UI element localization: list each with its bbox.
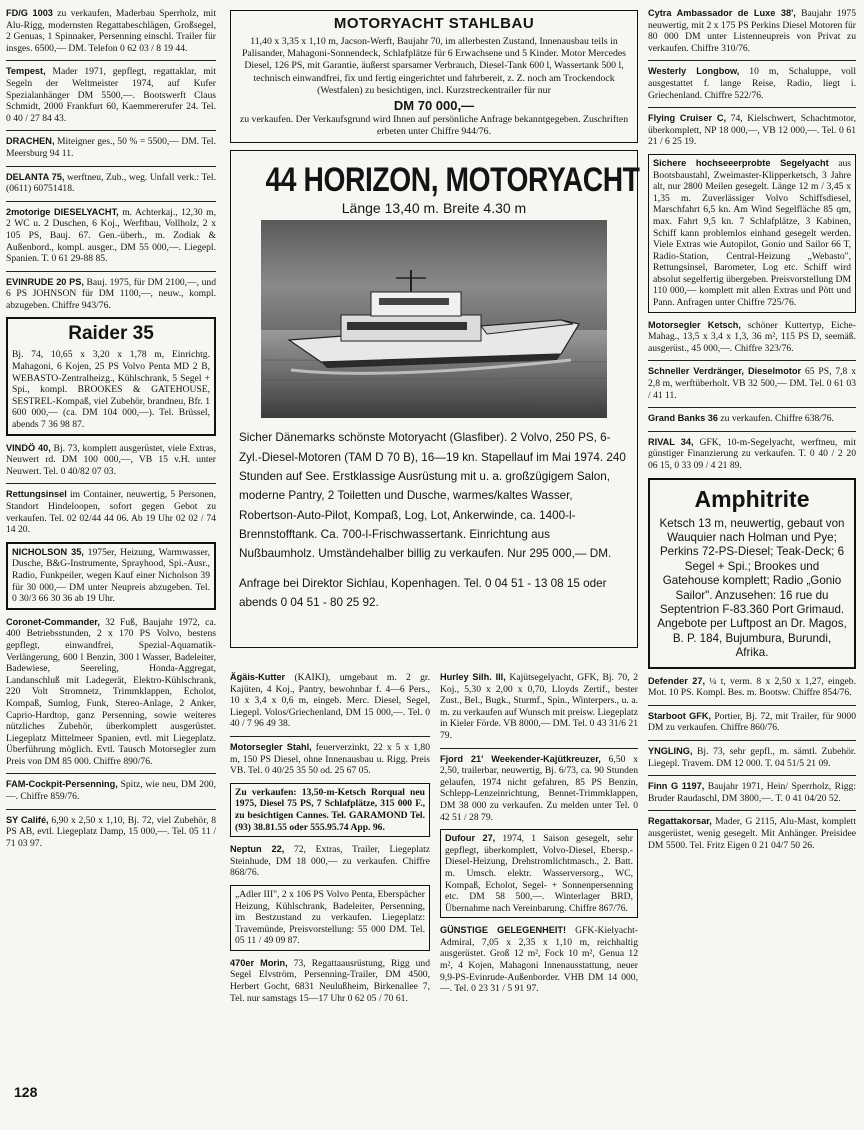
ad-text: 73, Regattaausrüstung, Rigg und Segel Elvström, Persenning-Trailer, DM 4500, Herbert Gocht, 6831 Neulußheim, Birkenallee 7, Tel. nur samstags 15—17 Uhr 0 62 05 / 70 61.	[230, 957, 430, 1004]
classified-ad	[6, 66, 216, 124]
divider	[648, 431, 856, 432]
stahlbau-body: 11,40 x 3,35 x 1,10 m, Jacson-Werft, Baujahr 70, im allerbesten Zustand, Innenausbau teils in Palisander, Mahagoni-Sonnendeck, Schlafplätze für 6 Erwachsene und 5 Kinder. Motor Mercedes Diesel, 126 PS, mit Garantie, äußerst sparsamer Verbrauch, Diesel-Tank 600 l, Wassertank 500 l, technisch einwandfrei, fix und fertig eingerichtet und fahrbereit, z. Z. noch am Trockendock (Westfalen) zu besichtigen, incl. Kurzstreckentrailer für nur	[241, 36, 626, 96]
ad-heading: DRACHEN,	[6, 136, 55, 147]
nicholson-ad-box	[6, 542, 216, 610]
ad-heading: Flying Cruiser C,	[648, 113, 727, 124]
amphitrite-title: Amphitrite	[694, 485, 810, 512]
stahlbau-title: MOTORYACHT STAHLBAU	[333, 15, 535, 32]
classified-ad	[6, 779, 216, 802]
ad-text: GFK-Kielyacht-Admiral, 7,05 x 2,35 x 1,10 m, reichhaltig ausgerüstet. Groß 12 m², Fock 10 m², Genua 12 m², 4 Kojen, Mahagoni Innenausstattung, neuer 9,9-PS-Evinrude-Außenborder. VHB DM 14 000,—. Tel. 0 23 31 / 5 91 97.	[440, 925, 638, 995]
ad-text: werftneu, Zub., weg. Unfall verk.: Tel. (0611) 60751418.	[6, 171, 216, 195]
ad-heading: Neptun 22,	[230, 844, 285, 855]
ad-text: GFK, 10-m-Segelyacht, werftneu, mit günstiger Finanzierung zu verkaufen. T. 0 40 / 2 20 06 15, 0 33 09 / 4 21 89.	[648, 436, 857, 471]
classified-ad	[12, 547, 210, 605]
ad-text: (KAIKI), umgebaut m. 2 gr. Kajüten, 4 Koj., Pantry, bewohnbar f. 4—6 Pers., 10 x 3,4 x 0,6 m, eingeb. Merc. Diesel, Segel, Liegepl. Volos/Griechenland, DM 15 000,—. Tel. 0 40 / 7 96 49 38.	[230, 672, 430, 730]
ad-text: Spitz, wie neu, DM 200,—. Chiffre 859/76.	[6, 779, 216, 803]
classified-ad	[648, 711, 856, 734]
divider	[6, 166, 216, 167]
column-center	[230, 8, 638, 655]
ad-heading: EVINRUDE 20 PS,	[6, 276, 84, 287]
dufour-ad-box	[440, 829, 638, 918]
column-right	[648, 8, 856, 857]
ad-text: ¼ t, verm. 8 x 2,50 x 1,27, eingeb. Mot. 10 PS. Kompl. Bes. m. Bootsw. Chiffre 854/76.	[648, 675, 857, 699]
stahlbau-footer: zu verkaufen. Der Verkaufsgrund wird Ihnen auf persönliche Anfrage bekanntgegeben. Zuschriften erbeten unter Chiffre 944/76.	[239, 114, 629, 138]
ad-heading: 2motorige DIESELYACHT,	[6, 206, 119, 217]
classified-ad	[648, 320, 856, 355]
ad-heading: VINDÖ 40,	[6, 442, 51, 453]
ad-heading: Defender 27,	[648, 675, 706, 686]
ad-text: Baujahr 1975 neuwertig, mit 2 x 175 PS Perkins Diesel Motoren für 80 000 DM unter Listenneupreis von Privat zu verkaufen. Chiffre 310/76.	[648, 8, 856, 54]
raider-ad-box	[6, 317, 216, 435]
adler-text: „Adler III", 2 x 106 PS Volvo Penta, Eberspächer Heizung, Kühlschrank, Badeleiter, Persenning, im Bestzustand zu verkaufen. Liegeplatz: Travemünde, Preisvorstellung: 55 000 DM. Tel. 05 11 / 49 09 87.	[235, 888, 425, 947]
ad-heading: Rettungsinsel	[6, 489, 67, 500]
divider	[440, 748, 638, 749]
classified-ad	[648, 816, 856, 851]
ad-text: 1974, 1 Saison gesegelt, sehr gepflegt, überkomplett, Volvo-Diesel, Ebersp.-Diesel-Heizung, Drehstromlichtmasch., 2. Batt. m. Umsch. elektr. Wasserversorg., WC, Kompaß, Echolot, Segel- + Sonnenpersenning etc. DM 58 500,—. Winterlager BRD, Übernahme nach Vereinbarung. Chiffre 867/76.	[445, 833, 633, 914]
classified-ad	[648, 781, 856, 804]
stahlbau-ad-box	[230, 10, 638, 143]
rorqual-text: Zu verkaufen: 13,50-m-Ketsch Rorqual neu 1975, Diesel 75 PS, 7 Schlafplätze, 315 000 F., zu besichtigen Cannes. Tel. GARAMOND Tel. (93) 38.81.55 oder 555.95.74 App. 96.	[235, 786, 425, 833]
classified-ad	[6, 136, 216, 159]
ad-text: 72, Extras, Trailer, Liegeplatz Steinhude, DM 18 000,— zu verkaufen. Chiffre 868/76.	[230, 844, 431, 879]
ad-heading: DELANTA 75,	[6, 171, 65, 182]
divider	[6, 201, 216, 202]
ad-heading: Coronet-Commander,	[6, 616, 100, 627]
divider	[6, 773, 216, 774]
ad-text: schöner Kuttertyp, Eiche-Mahag., 13,5 x 3,4 x 1,3, 36 m², 115 PS D, seemäß. ausgerüst., 45 000,—. Chiffre 323/76.	[648, 319, 856, 354]
ad-text: Baujahr 1971, Hein/ Sperrholz, Rigg: Bruder Raudaschl, DM 3800,—. T. 0 41 04/20 52.	[648, 781, 856, 804]
classified-ad	[653, 158, 851, 309]
horizon-ad-box	[230, 150, 638, 648]
raider-text: Bj. 74, 10,65 x 3,20 x 1,78 m, Einrichtg. Mahagoni, 6 Kojen, 25 PS Volvo Penta MD 2 B, WEBASTO-Zentralheizg., Kühlschrank, 5 Segel + Spi., kompl. BROOKES & GATEHOUSE, SESTREL-Kompaß, viel Zubehör, brandneu, Bfr. 1 600 000,— (ca. DM 104 000,—). Tel. Brüssel, abends 7 36 98 87.	[12, 349, 210, 431]
classified-ad	[6, 489, 216, 535]
classified-ad	[6, 443, 216, 478]
classified-ad	[6, 8, 216, 54]
horizon-body: Sicher Dänemarks schönste Motoryacht (Glasfiber). 2 Volvo, 250 PS, 6-Zyl.-Diesel-Motoren (TAM D 70 B), 16—19 kn. Stapellauf im Mai 1974. 240 Stunden auf See. Erstklassige Ausrüstung mit u. a. großzügigem Salon, moderne Pantry, 2 Toiletten und Dusche, warmes/kaltes Wasser, Robertson-Auto-Pilot, Kompaß, Log, Lot, Ankerwinde, ca. 1400-l-Brennstofftank. Ca. 700-l-Frischwassertank. Einrichtung aus Nußbaumholz. Umständehalber billig zu verkaufen. Nur 295 000,— DM.	[239, 431, 626, 561]
ad-text: Bj. 73, komplett ausgerüstet, viele Extras, Neuwert rd. DM 100 000,—, VB 15 v.H. unter Neuwert. Tel. 0 40/82 07 03.	[6, 442, 216, 477]
ad-heading: Motorsegler Ketsch,	[648, 319, 741, 330]
ad-text: Mader, G 2115, Alu-Mast, komplett ausgerüstet, wenig gesegelt. Mit Anhänger. Preisidee DM 5500. Tel. Fritz Eigen 0 21 04/7 50 26.	[648, 816, 856, 851]
ad-text: 65 PS, 7,8 x 2,8 m, werftüberholt. VB 32 500,— DM. Tel. 0 61 03 / 41 11.	[648, 366, 857, 401]
ad-text: 6,90 x 2,50 x 1,10, Bj. 72, viel Zubehör, 8 PS AB, evtl. Liegeplatz Damp, 15 000,—. Tel. 05 11 / 71 03 97.	[6, 814, 216, 849]
ad-heading: SY Califé,	[6, 814, 49, 825]
classified-ad	[445, 833, 633, 914]
horizon-title: 44 HORIZON, MOTORYACHT	[265, 161, 640, 200]
ad-text: 32 Fuß, Baujahr 1972, ca. 400 Betriebsstunden, 2 x 170 PS Volvo, bestens gepflegt, einwandfrei, Spezial-Aquamatik-Verlängerung, 600 l Benzin, 300 l Wasser, Badeleiter, Badewiese, Seereling, Honda-Aggregat, Landanschluß mit Ladegerät, Elektro-Kühlschrank, 220 Volt Stromnetz, Trimmklappen, Echolot, Kompaß, Sumlog, Funk, Stereo-Anlage, 2 Anker, Caprio-Hardtop, ganz Persenning, sowie weiteres nützliches Zubehör, überkomplett ausgerüstet. Liegeplatz Mittelmeer Spanien, evtl. mit Liegeplatz. Überführung möglich. Evtl. Tausch Motorsegler zum Preis von DM 85 000. Chiffre 890/76.	[6, 616, 216, 767]
ad-heading: Ägäis-Kutter	[230, 672, 286, 682]
classified-ad	[6, 207, 216, 265]
divider	[648, 740, 856, 741]
classified-ad	[648, 113, 856, 148]
ad-text: Bauj. 1975, für DM 2100,—, und 6 PS JOHNSON für DM 1100,—, neuw., kompl. abzugeben. Chiffre 943/76.	[6, 276, 217, 311]
classified-ad	[230, 958, 430, 1004]
divider	[648, 107, 856, 108]
classified-ad	[6, 172, 216, 195]
ad-heading: FAM-Cockpit-Persenning,	[6, 779, 118, 790]
ad-heading: Finn G 1197,	[648, 781, 705, 792]
raider-title: Raider 35	[68, 323, 154, 345]
ad-heading: Regattakorsar,	[648, 816, 712, 827]
ad-heading: Tempest,	[6, 66, 46, 77]
ad-heading: 470er Morin,	[230, 957, 288, 968]
ad-heading: Grand Banks 36	[648, 413, 718, 424]
ad-text: 6,50 x 2,50, trailerbar, neuwertig, Bj. 6/73, ca. 90 Stunden gelaufen, 1974 nicht gefahren, 85 PS Benzin, Schlepp-Lenzeinrichtung, Bennet-Trimmklappen, DM 38 000 zu verkaufen. Zu melden unter Tel. 0 42 51 / 28 79.	[440, 753, 638, 823]
classified-ad	[440, 925, 638, 995]
divider	[648, 810, 856, 811]
classified-ad	[230, 742, 430, 777]
ad-text: zu verkaufen, Maderbau Sperrholz, mit Alu-Rigg, modernsten Regattabeschlägen, Großsegel, 2 Genuas, 1 Spinnaker, Persenning einschl. Trailer für insges. 6500,— DM. Telefon 0 62 03 / 8 19 44.	[6, 8, 216, 54]
ad-text: 74, Kielschwert, Schachtmotor, überkomplett, NP 18 000,—, VB 12 000,—. Tel. 0 61 21 / 6 25 19.	[648, 113, 856, 148]
divider	[648, 60, 856, 61]
ad-heading: Schneller Verdränger, Dieselmotor	[648, 366, 802, 377]
page-number: 128	[14, 1084, 38, 1100]
divider	[6, 483, 216, 484]
ad-heading: Fjord 21' Weekender-Kajütkreuzer,	[440, 753, 601, 764]
adler-ad-box	[230, 885, 430, 951]
horizon-contact: Anfrage bei Direktor Sichlau, Kopenhagen. Tel. 0 04 51 - 13 08 15 oder abends 0 04 51 - 80 25 92.	[239, 576, 607, 609]
divider	[648, 360, 856, 361]
ad-text: Portier, Bj. 72, mit Trailer, für 9000 DM zu verkaufen. Chiffre 860/76.	[648, 710, 856, 734]
divider	[6, 130, 216, 131]
column-center-right	[440, 672, 638, 1001]
segelyacht-ad-box	[648, 154, 856, 313]
ad-heading: YNGLING,	[648, 746, 693, 757]
ad-heading: RIVAL 34,	[648, 436, 694, 447]
column-left	[6, 8, 216, 855]
classified-ad	[648, 413, 856, 425]
classified-ad	[648, 676, 856, 699]
ad-heading: NICHOLSON 35,	[12, 546, 84, 557]
ad-heading: Dufour 27,	[445, 833, 496, 844]
ad-text: Kajütsegelyacht, GFK, Bj. 70, 2 Koj., 5,30 x 2,00 x 0,70, Lloyds Zertif., bester Zust., Bel., Bugk., Sturmf., Spin., Winterpers., u. a. m. zu verkaufen auf Wunsch mit preisw. Liegeplatz in Kieler Förde. VB 8000,— DM. Tel. 0 43 31/6 21 79.	[440, 672, 638, 741]
ad-text: Miteigner ges., 50 % = 5500,— DM. Tel. Meersburg 94 11.	[6, 136, 216, 159]
classified-ad	[648, 66, 856, 101]
classified-ad	[6, 815, 216, 850]
motor-yacht-photo	[261, 220, 607, 418]
ad-text: Mader 1971, gepflegt, regattaklar, mit Segeln der Weltmeister 1974, auf Kufer Spezialanhänger DM 5500,—. Bootswerft Claus Schmidt, 2000 Frankfurt 60, Kaemmererufer 24. Tel. 0 40 / 27 84 43.	[6, 66, 216, 124]
horizon-subtitle: Länge 13,40 m. Breite 4.30 m	[341, 200, 527, 217]
classified-ad	[648, 746, 856, 769]
ad-heading: Hurley Silh. III,	[440, 672, 506, 682]
rorqual-ad-box	[230, 783, 430, 837]
classified-ad	[648, 366, 856, 401]
divider	[6, 60, 216, 61]
divider	[230, 736, 430, 737]
classified-ad	[440, 754, 638, 824]
ad-heading: GÜNSTIGE GELEGENHEIT!	[440, 925, 567, 936]
divider	[648, 775, 856, 776]
ad-text: m. Achterkaj., 12,30 m, 2 WC u. 2 Duschen, 6 Koj., Werftbau, Vollholz, 2 x 105 PS, Bauj. 67. Gen.-überh., m. Zodiak & Außenbord., kompl. ausger., DM 55 000,—. Liegepl. Spanien. T. 0 61 29-88 85.	[6, 206, 216, 265]
ad-heading: Westerly Longbow,	[648, 66, 740, 77]
ad-text: Bj. 73, sehr gepfl., m. sämtl. Zubehör. Liegepl. Travem. DM 12 000. T. 04 51/5 21 09.	[648, 746, 856, 769]
ad-heading: Motorsegler Stahl,	[230, 741, 312, 752]
column-center-left	[230, 672, 430, 1010]
divider	[648, 705, 856, 706]
classified-ad	[230, 672, 430, 730]
ad-heading: Cytra Ambassador de Luxe 38',	[648, 8, 796, 18]
classified-ad	[440, 672, 638, 742]
ad-text: aus Bootsbaustahl, Zweimaster-Klipperketsch, 3 Jahre alt, nur 2800 Meilen gesegelt. Länge 12 m / 3,45 x 1,35 m. Zuverlässiger Volvo Schiffsdiesel, Marschfahrt 6,5 kn. Am Wind Segelfläche 85 qm, max. Fahrt 9,5 kn. 7 Schlafplätze, 3 Kabinen, Schiff kann problemlos einhand gesegelt werden. Viele Extras wie Autopilot, Gonio und Sailor 66 T, Radio-Station, Central-Heizung „Webasto", Rettungsinsel, Barometer, Log etc. Schiff wird absolut segelfertig übergeben. Preisvorstellung DM 110 000,— komplett mit allen Extras und Pött und Pann. Anfragen unter Chiffre 725/76.	[653, 157, 852, 309]
classified-ad	[6, 277, 216, 312]
ad-heading: Sichere hochseeerprobte Segelyacht	[653, 157, 829, 168]
ad-heading: Starboot GFK,	[648, 710, 712, 721]
ad-text: 10 m, Schaluppe, voll ausgestattet f. lange Reise, Radio, liegt i. Griechenland. Chiffre 522/76.	[648, 66, 856, 101]
classified-ad	[6, 617, 216, 768]
ad-text: feuerverzinkt, 22 x 5 x 1,80 m, 150 PS Diesel, ohne Innenausbau u. Rigg. Preis VB. Tel. 0 40/25 35 50 od. 25 67 05.	[230, 741, 430, 777]
amphitrite-ad-box	[648, 478, 856, 669]
ad-heading: FD/G 1003	[6, 8, 53, 18]
stahlbau-price: DM 70 000,—	[393, 98, 475, 114]
ad-text: im Container, neuwertig, 5 Personen, Standort Hindeloopen, sofort gegen Gebot zu verkaufen. Tel. 02 02/44 44 06. Ab 19 Uhr 02 02 / 74 14 20.	[6, 489, 216, 536]
divider	[6, 809, 216, 810]
classified-ad	[230, 844, 430, 879]
ad-text: zu verkaufen. Chiffre 638/76.	[717, 413, 834, 425]
classified-ad	[648, 8, 856, 54]
amphitrite-body: Ketsch 13 m, neuwertig, gebaut von Wauquier nach Holman und Pye; Perkins 72-PS-Diesel; Teak-Deck; 6 Segel + Spi.; Brookes und Gatehouse komplett; Radio „Gonio Sailor". Anzusehen: 16 rue du Septentrion F-83.360 Port Grimaud. Angebote per Luftpost an Dr. Magos, B. P. 184, Bujumbura, Burundi, Afrika.	[657, 516, 847, 660]
ad-text: 1975er, Heizung, Warmwasser, Dusche, B&G-Instrumente, Sprayhood, Spi.-Ausr., Radio, Funkpeiler, wegen Kauf einer Nicholson 39 für 30 000,— DM unter Neupreis abzugeben. Tel. 0 30/3 66 30 36 ab 19 Uhr.	[12, 546, 211, 605]
divider	[6, 271, 216, 272]
classified-ad	[648, 437, 856, 472]
divider	[648, 407, 856, 408]
